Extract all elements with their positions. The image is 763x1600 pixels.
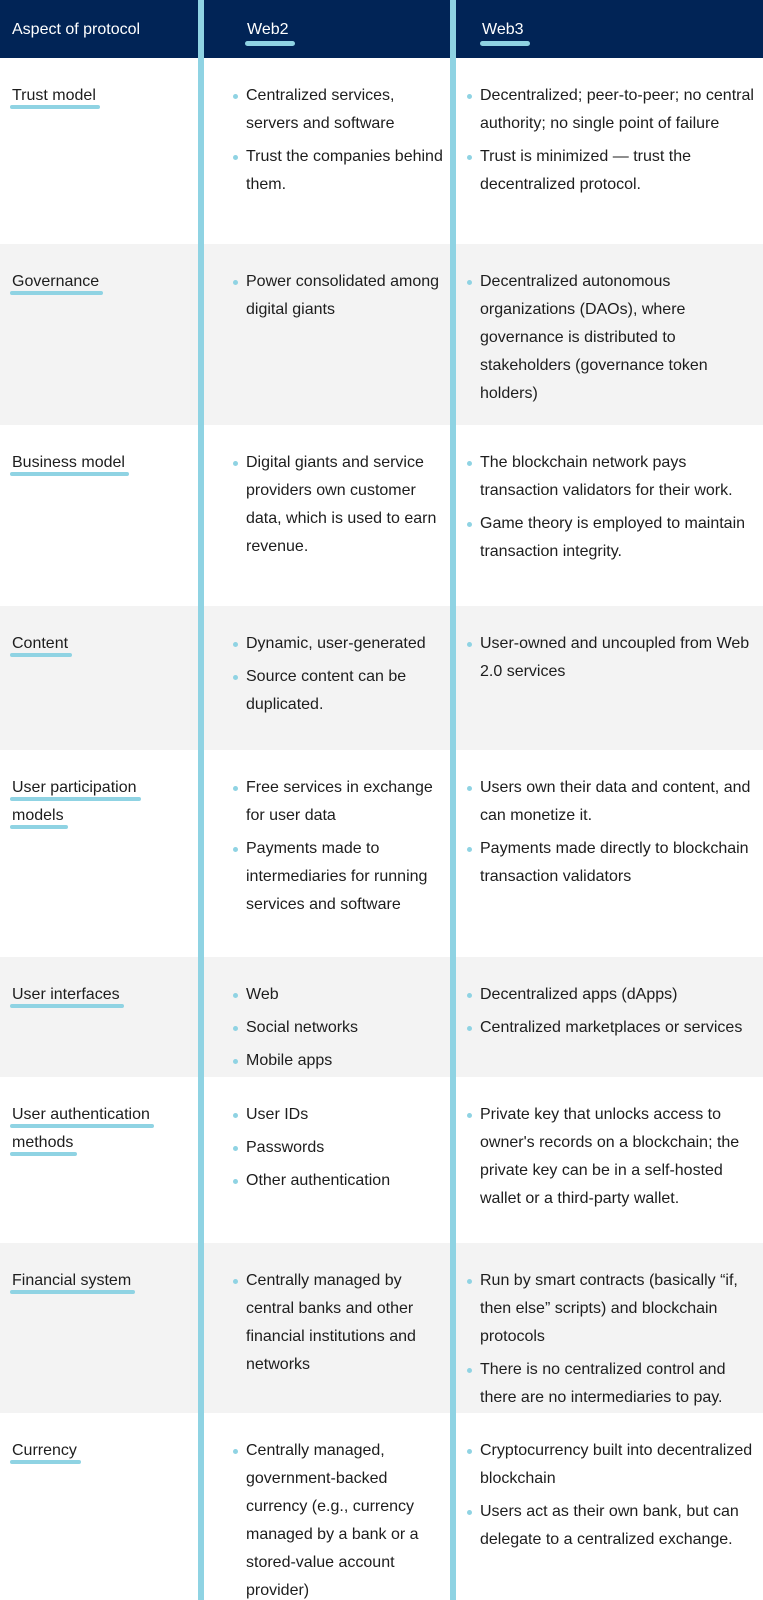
list-item: Centrally managed by central banks and other financial institutions and networks xyxy=(233,1267,448,1379)
column-divider xyxy=(198,0,204,1600)
aspect-label xyxy=(12,449,190,477)
aspect-label-line: Currency xyxy=(12,1437,77,1465)
web2-bullet-list xyxy=(233,1437,448,1600)
web2-cell xyxy=(233,1437,448,1600)
web2-cell xyxy=(233,82,448,204)
list-item: There is no centralized control and there are no intermediaries to pay. xyxy=(467,1356,759,1412)
header-web2-label: Web2 xyxy=(247,18,289,42)
list-item: The blockchain network pays transaction validators for their work. xyxy=(467,449,759,505)
list-item: Source content can be duplicated. xyxy=(233,663,448,719)
aspect-label xyxy=(12,630,190,658)
list-item: Centralized services, servers and software xyxy=(233,82,448,138)
web3-cell xyxy=(467,774,759,896)
list-item: Free services in exchange for user data xyxy=(233,774,448,830)
aspect-label xyxy=(12,268,190,296)
web3-bullet-list xyxy=(467,774,759,891)
web3-bullet-list xyxy=(467,1437,759,1554)
list-item: Mobile apps xyxy=(233,1047,448,1075)
header-web3 xyxy=(482,18,524,42)
aspect-label-line: User interfaces xyxy=(12,981,120,1009)
list-item: Decentralized; peer-to-peer; no central authority; no single point of failure xyxy=(467,82,759,138)
web3-cell xyxy=(467,82,759,204)
web3-cell xyxy=(467,268,759,413)
web2-bullet-list xyxy=(233,82,448,199)
list-item: Cryptocurrency built into decentralized blockchain xyxy=(467,1437,759,1493)
web2-cell xyxy=(233,1101,448,1200)
aspect-label-line: Governance xyxy=(12,268,99,296)
table-row xyxy=(0,1243,763,1413)
web2-cell xyxy=(233,981,448,1080)
aspect-label-line: Trust model xyxy=(12,82,96,110)
web3-bullet-list xyxy=(467,1267,759,1412)
aspect-label-line: User participation xyxy=(12,774,137,802)
web2-bullet-list xyxy=(233,774,448,919)
header-web3-label: Web3 xyxy=(482,18,524,42)
web3-cell xyxy=(467,630,759,691)
aspect-label-line: Business model xyxy=(12,449,125,477)
web3-bullet-list xyxy=(467,268,759,408)
list-item: User-owned and uncoupled from Web 2.0 services xyxy=(467,630,759,686)
web2-bullet-list xyxy=(233,1267,448,1379)
list-item: Decentralized apps (dApps) xyxy=(467,981,759,1009)
table-header xyxy=(0,0,763,58)
web2-bullet-list xyxy=(233,268,448,324)
list-item: Dynamic, user-generated xyxy=(233,630,448,658)
header-aspect: Aspect of protocol xyxy=(12,21,141,38)
aspect-label xyxy=(12,774,190,830)
list-item: Other authentication xyxy=(233,1167,448,1195)
list-item: Social networks xyxy=(233,1014,448,1042)
web2-bullet-list xyxy=(233,449,448,561)
web2-bullet-list xyxy=(233,981,448,1075)
table-row xyxy=(0,750,763,957)
list-item: Decentralized autonomous organizations (DAOs), where governance is distributed to stakeholders (governance token holders) xyxy=(467,268,759,408)
aspect-label-line: methods xyxy=(12,1129,73,1157)
aspect-label-line: Content xyxy=(12,630,68,658)
header-web2 xyxy=(247,18,289,42)
list-item: Users own their data and content, and can monetize it. xyxy=(467,774,759,830)
table-row xyxy=(0,1413,763,1600)
web2-cell xyxy=(233,630,448,724)
list-item: Payments made to intermediaries for running services and software xyxy=(233,835,448,919)
web3-bullet-list xyxy=(467,1101,759,1213)
list-item: Centrally managed, government-backed currency (e.g., currency managed by a bank or a stored-value account provider) xyxy=(233,1437,448,1600)
table-row xyxy=(0,606,763,750)
table-row xyxy=(0,957,763,1077)
aspect-label xyxy=(12,82,190,110)
list-item: Private key that unlocks access to owner's records on a blockchain; the private key can be in a self-hosted wallet or a third-party wallet. xyxy=(467,1101,759,1213)
aspect-label xyxy=(12,1267,190,1295)
list-item: Digital giants and service providers own customer data, which is used to earn revenue. xyxy=(233,449,448,561)
aspect-label-line: models xyxy=(12,802,64,830)
web2-cell xyxy=(233,774,448,924)
web3-cell xyxy=(467,1437,759,1559)
list-item: Users act as their own bank, but can delegate to a centralized exchange. xyxy=(467,1498,759,1554)
web3-cell xyxy=(467,449,759,571)
web2-cell xyxy=(233,449,448,566)
list-item: Passwords xyxy=(233,1134,448,1162)
aspect-label xyxy=(12,1437,190,1465)
list-item: Game theory is employed to maintain transaction integrity. xyxy=(467,510,759,566)
table-row xyxy=(0,425,763,606)
list-item: Trust the companies behind them. xyxy=(233,143,448,199)
column-divider xyxy=(450,0,456,1600)
web3-cell xyxy=(467,1267,759,1417)
aspect-label-line: User authentication xyxy=(12,1101,150,1129)
aspect-label xyxy=(12,981,190,1009)
list-item: User IDs xyxy=(233,1101,448,1129)
list-item: Payments made directly to blockchain transaction validators xyxy=(467,835,759,891)
web2-cell xyxy=(233,268,448,329)
web3-bullet-list xyxy=(467,82,759,199)
list-item: Power consolidated among digital giants xyxy=(233,268,448,324)
aspect-label-line: Financial system xyxy=(12,1267,131,1295)
web3-bullet-list xyxy=(467,981,759,1042)
list-item: Trust is minimized — trust the decentralized protocol. xyxy=(467,143,759,199)
web2-bullet-list xyxy=(233,1101,448,1195)
table-row xyxy=(0,58,763,244)
web3-cell xyxy=(467,1101,759,1218)
list-item: Centralized marketplaces or services xyxy=(467,1014,759,1042)
table-row xyxy=(0,244,763,425)
web2-bullet-list xyxy=(233,630,448,719)
web2-cell xyxy=(233,1267,448,1384)
aspect-label xyxy=(12,1101,190,1157)
list-item: Run by smart contracts (basically “if, then else” scripts) and blockchain protocols xyxy=(467,1267,759,1351)
table-row xyxy=(0,1077,763,1243)
web3-bullet-list xyxy=(467,449,759,566)
web3-bullet-list xyxy=(467,630,759,686)
list-item: Web xyxy=(233,981,448,1009)
web3-cell xyxy=(467,981,759,1047)
